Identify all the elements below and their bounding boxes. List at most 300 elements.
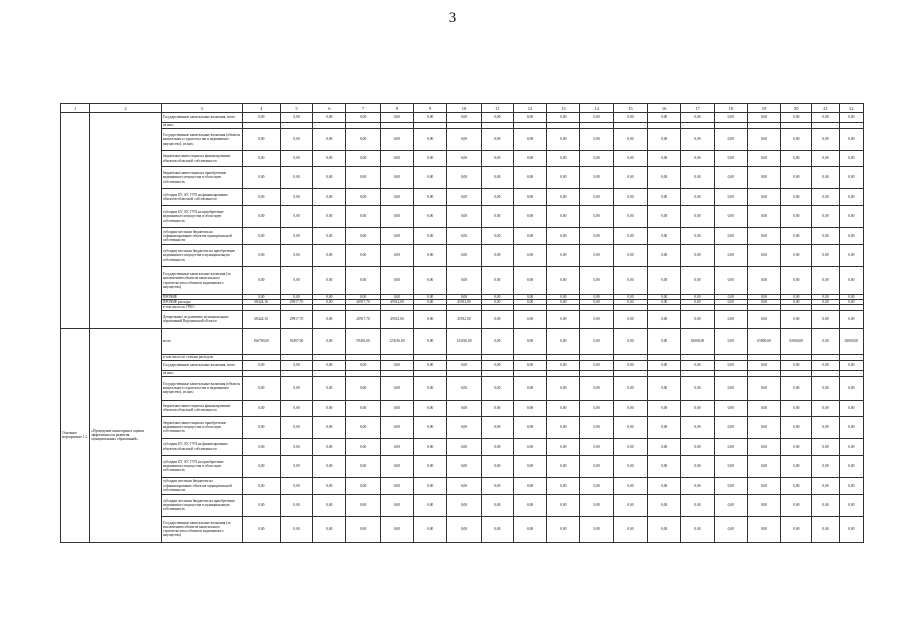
- value-cell: 0,00: [513, 455, 546, 477]
- value-cell: 0,00: [242, 206, 280, 228]
- value-cell: 0,00: [580, 295, 613, 300]
- value-cell: 0,00: [380, 245, 413, 267]
- value-cell: 29917,70: [280, 310, 312, 328]
- row-description: бюджетные инвестиции на финансирование объектов областной собственности: [161, 400, 242, 416]
- value-cell: 0,00: [613, 167, 647, 189]
- value-cell: 0,00: [648, 228, 681, 245]
- value-cell: 69424,10: [242, 300, 280, 305]
- value-cell: 0,00: [580, 151, 613, 167]
- value-cell: 0,00: [513, 360, 546, 370]
- value-cell: 0,00: [613, 455, 647, 477]
- value-cell: 0,00: [714, 206, 747, 228]
- value-cell: 0,00: [613, 310, 647, 328]
- value-cell: 0,00: [839, 167, 863, 189]
- value-cell: 0,00: [812, 228, 839, 245]
- value-cell: 0,00: [447, 113, 481, 123]
- value-cell: 0,00: [414, 455, 447, 477]
- value-cell: 0,00: [513, 328, 546, 354]
- header-cell: 13: [547, 104, 580, 113]
- value-cell: 0,00: [481, 189, 513, 206]
- value-cell: 0,00: [346, 245, 380, 267]
- table-row: [61, 360, 864, 370]
- value-cell: 0,00: [380, 400, 413, 416]
- value-cell: 0,00: [346, 206, 380, 228]
- value-cell: 0,00: [380, 438, 413, 455]
- value-cell: 0,00: [414, 400, 447, 416]
- value-cell: 0,00: [242, 267, 280, 295]
- value-cell: 0,00: [380, 129, 413, 151]
- value-cell: 0,00: [313, 376, 346, 400]
- value-cell: 0,00: [414, 477, 447, 494]
- value-cell: 0,00: [481, 129, 513, 151]
- value-cell: 0,00: [280, 376, 312, 400]
- value-cell: 0,00: [547, 295, 580, 300]
- row-description: из них:: [161, 370, 242, 376]
- value-cell: 0,00: [346, 113, 380, 123]
- value-cell: 0,00: [447, 438, 481, 455]
- value-cell: 0,00: [346, 267, 380, 295]
- value-cell: 0,00: [648, 438, 681, 455]
- value-cell: 0,00: [580, 245, 613, 267]
- value-cell: 0,00: [280, 416, 312, 438]
- value-cell: 0,00: [648, 129, 681, 151]
- value-cell: 0,00: [380, 494, 413, 516]
- value-cell: 0,00: [547, 228, 580, 245]
- section-a-empty: [61, 113, 90, 329]
- value-cell: 0,00: [513, 245, 546, 267]
- value-cell: 0,00: [714, 245, 747, 267]
- activity-code-line: мероприятие 1.2: [62, 435, 88, 440]
- value-cell: 0,00: [481, 455, 513, 477]
- value-cell: 0,00: [414, 245, 447, 267]
- budget-table: [60, 103, 864, 543]
- header-cell: 3: [161, 104, 242, 113]
- value-cell: 0,00: [839, 455, 863, 477]
- value-cell: 0,00: [481, 400, 513, 416]
- value-cell: 0,00: [714, 310, 747, 328]
- row-description: ПРОЧИЕ: [161, 295, 242, 300]
- value-cell: 0,00: [481, 151, 513, 167]
- value-cell: 0,00: [812, 189, 839, 206]
- value-cell: 0,00: [648, 494, 681, 516]
- value-cell: 0,00: [648, 206, 681, 228]
- value-cell: 0,00: [346, 400, 380, 416]
- table-row: [61, 267, 864, 295]
- value-cell: 0,00: [280, 228, 312, 245]
- value-cell: 0,00: [313, 416, 346, 438]
- value-cell: 0,00: [580, 300, 613, 305]
- table-row: [61, 438, 864, 455]
- row-description: субсидии местным бюджетам на приобретение недвижимого имущества в муниципальную собственность: [161, 494, 242, 516]
- value-cell: 0,00: [812, 416, 839, 438]
- value-cell: 0,00: [613, 151, 647, 167]
- value-cell: 0,00: [648, 416, 681, 438]
- value-cell: 0,00: [812, 494, 839, 516]
- value-cell: 0,00: [613, 228, 647, 245]
- value-cell: 0,00: [812, 376, 839, 400]
- activity-title-cell: [90, 328, 162, 542]
- value-cell: 0,00: [648, 267, 681, 295]
- value-cell: 0,00: [681, 494, 714, 516]
- value-cell: 0,00: [346, 295, 380, 300]
- value-cell: 0,00: [313, 400, 346, 416]
- table-row: [61, 167, 864, 189]
- value-cell: 0,00: [513, 477, 546, 494]
- value-cell: 0,00: [380, 267, 413, 295]
- value-cell: 0,00: [747, 416, 780, 438]
- value-cell: 0,00: [414, 516, 447, 542]
- header-cell: 8: [380, 104, 413, 113]
- header-cell: 17: [681, 104, 714, 113]
- value-cell: 0,00: [280, 206, 312, 228]
- value-cell: 0,00: [714, 129, 747, 151]
- row-description: Государственные капитальные вложения (за исключением объектов капитального строительства и объектов недвижимого имущества): [161, 516, 242, 542]
- value-cell: 0,00: [812, 310, 839, 328]
- value-cell: 0,00: [839, 189, 863, 206]
- value-cell: 0,00: [242, 295, 280, 300]
- value-cell: 0,00: [513, 151, 546, 167]
- value-cell: 0,00: [781, 360, 812, 370]
- value-cell: 0,00: [681, 151, 714, 167]
- value-cell: 0,00: [481, 477, 513, 494]
- header-cell: 11: [481, 104, 513, 113]
- value-cell: 0,00: [242, 516, 280, 542]
- value-cell: 0,00: [313, 328, 346, 354]
- table-row: [61, 228, 864, 245]
- value-cell: 0,00: [346, 477, 380, 494]
- header-row: [61, 104, 864, 113]
- value-cell: 0,00: [280, 477, 312, 494]
- value-cell: 0,00: [346, 376, 380, 400]
- value-cell: 0,00: [313, 300, 346, 305]
- value-cell: 0,00: [513, 376, 546, 400]
- table-row: [61, 516, 864, 542]
- value-cell: 0,00: [648, 328, 681, 354]
- value-cell: 0,00: [414, 129, 447, 151]
- value-cell: 0,00: [839, 228, 863, 245]
- value-cell: 0,00: [681, 310, 714, 328]
- header-cell: 9: [414, 104, 447, 113]
- value-cell: 0,00: [242, 228, 280, 245]
- value-cell: 0,00: [547, 310, 580, 328]
- value-cell: 0,00: [648, 113, 681, 123]
- value-cell: 0,00: [346, 228, 380, 245]
- value-cell: 0,00: [648, 310, 681, 328]
- value-cell: 0,00: [447, 455, 481, 477]
- row-description: ПРОЧИЕ расходы: [161, 300, 242, 305]
- value-cell: 0,00: [714, 494, 747, 516]
- value-cell: 0,00: [346, 167, 380, 189]
- value-cell: 0,00: [547, 206, 580, 228]
- value-cell: 0,00: [380, 360, 413, 370]
- activity-code-cell: [61, 328, 90, 542]
- value-cell: 0,00: [839, 477, 863, 494]
- value-cell: 0,00: [613, 516, 647, 542]
- value-cell: 45912,00: [447, 300, 481, 305]
- value-cell: 0,00: [747, 295, 780, 300]
- value-cell: 0,00: [681, 129, 714, 151]
- table-row: [61, 477, 864, 494]
- value-cell: 0,00: [747, 228, 780, 245]
- value-cell: 0,00: [242, 360, 280, 370]
- value-cell: 0,00: [681, 206, 714, 228]
- value-cell: 0,00: [414, 310, 447, 328]
- value-cell: 0,00: [812, 129, 839, 151]
- value-cell: 0,00: [747, 129, 780, 151]
- value-cell: 0,00: [839, 516, 863, 542]
- header-cell: 14: [580, 104, 613, 113]
- value-cell: 0,00: [313, 455, 346, 477]
- value-cell: 0,00: [447, 516, 481, 542]
- value-cell: 0,00: [380, 189, 413, 206]
- header-cell: 15: [613, 104, 647, 113]
- row-description: Департамент по развитию муниципальных образований Воронежской области: [161, 310, 242, 328]
- value-cell: 0,00: [580, 416, 613, 438]
- value-cell: 0,00: [547, 300, 580, 305]
- value-cell: 0,00: [380, 228, 413, 245]
- value-cell: 0,00: [414, 376, 447, 400]
- value-cell: 0,00: [714, 167, 747, 189]
- row-description: в том числе по ГРБС:: [161, 305, 242, 310]
- value-cell: 0,00: [447, 245, 481, 267]
- value-cell: 0,00: [781, 295, 812, 300]
- value-cell: 0,00: [714, 376, 747, 400]
- value-cell: 0,00: [242, 416, 280, 438]
- value-cell: 0,00: [346, 416, 380, 438]
- value-cell: 0,00: [380, 416, 413, 438]
- header-cell: 7: [346, 104, 380, 113]
- value-cell: 0,00: [280, 400, 312, 416]
- value-cell: 0,00: [714, 438, 747, 455]
- value-cell: 0,00: [242, 113, 280, 123]
- value-cell: 0,00: [513, 228, 546, 245]
- value-cell: 0,00: [481, 167, 513, 189]
- value-cell: 0,00: [839, 400, 863, 416]
- activity-title-line: «Проведение мониторинга оценки: [91, 428, 144, 433]
- value-cell: 0,00: [414, 228, 447, 245]
- value-cell: 0,00: [613, 360, 647, 370]
- table-row: [61, 245, 864, 267]
- value-cell: 0,00: [781, 189, 812, 206]
- value-cell: 0,00: [747, 494, 780, 516]
- row-description: бюджетные инвестиции на финансирование объектов областной собственности: [161, 151, 242, 167]
- value-cell: 0,00: [714, 300, 747, 305]
- row-description: субсидии БУ, АУ, ГУП на финансирование объектов областной собственности: [161, 438, 242, 455]
- row-description: Государственные капитальные вложения (за исключением объектов капитального строительства и объектов недвижимого имущества): [161, 267, 242, 295]
- table-row: [61, 310, 864, 328]
- value-cell: 29917,70: [280, 300, 312, 305]
- value-cell: 0,00: [781, 129, 812, 151]
- value-cell: 0,00: [346, 455, 380, 477]
- value-cell: 0,00: [648, 360, 681, 370]
- value-cell: 0,00: [242, 129, 280, 151]
- value-cell: 0,00: [747, 206, 780, 228]
- budget-table-sheet: [60, 103, 864, 607]
- value-cell: 0,00: [781, 477, 812, 494]
- value-cell: 0,00: [513, 113, 546, 123]
- value-cell: 0,00: [547, 516, 580, 542]
- value-cell: 0,00: [280, 189, 312, 206]
- value-cell: 0,00: [580, 328, 613, 354]
- value-cell: 0,00: [346, 189, 380, 206]
- value-cell: 0,00: [242, 151, 280, 167]
- value-cell: 0,00: [747, 438, 780, 455]
- value-cell: 0,00: [313, 438, 346, 455]
- value-cell: 0,00: [481, 267, 513, 295]
- value-cell: 0,00: [613, 295, 647, 300]
- value-cell: 0,00: [747, 360, 780, 370]
- value-cell: 0,00: [380, 113, 413, 123]
- value-cell: 0,00: [414, 267, 447, 295]
- value-cell: 0,00: [313, 129, 346, 151]
- row-description: бюджетные инвестиции на приобретение недвижимого имущества в областную собственность: [161, 416, 242, 438]
- activity-code-line: Основное: [62, 430, 77, 435]
- value-cell: 0,00: [613, 400, 647, 416]
- table-row: [61, 189, 864, 206]
- value-cell: 0,00: [747, 167, 780, 189]
- value-cell: 0,00: [747, 245, 780, 267]
- value-cell: 0,00: [839, 360, 863, 370]
- row-description: Государственные капитальные вложения (объекты капитального строительства и недвижимое имущество), из них:: [161, 129, 242, 151]
- value-cell: 0,00: [580, 189, 613, 206]
- header-cell: 2: [90, 104, 162, 113]
- value-cell: 0,00: [313, 151, 346, 167]
- value-cell: 0,00: [781, 300, 812, 305]
- value-cell: 0,00: [580, 310, 613, 328]
- value-cell: 0,00: [839, 245, 863, 267]
- value-cell: 0,00: [280, 360, 312, 370]
- row-description: Государственные капитальные вложения (объекты капитального строительства и недвижимое имущество), из них:: [161, 376, 242, 400]
- value-cell: 0,00: [313, 477, 346, 494]
- value-cell: 0,00: [714, 360, 747, 370]
- value-cell: 0,00: [414, 494, 447, 516]
- row-description: субсидии БУ, АУ, ГУП на приобретение недвижимого имущества в областную собственность: [161, 455, 242, 477]
- value-cell: 0,00: [613, 376, 647, 400]
- value-cell: 0,00: [481, 328, 513, 354]
- value-cell: 0,00: [648, 300, 681, 305]
- value-cell: 0,00: [414, 295, 447, 300]
- header-cell: 5: [280, 104, 312, 113]
- value-cell: 0,00: [547, 167, 580, 189]
- value-cell: 0,00: [580, 228, 613, 245]
- row-description: в том числе по статьям расходов:: [161, 354, 242, 360]
- value-cell: 0,00: [280, 113, 312, 123]
- value-cell: 0,00: [547, 494, 580, 516]
- value-cell: 0,00: [613, 189, 647, 206]
- value-cell: 20917,70: [346, 310, 380, 328]
- value-cell: 0,00: [346, 129, 380, 151]
- value-cell: 0,00: [547, 113, 580, 123]
- value-cell: 0,00: [513, 300, 546, 305]
- value-cell: 0,00: [481, 416, 513, 438]
- value-cell: 0,00: [580, 400, 613, 416]
- value-cell: 0,00: [613, 328, 647, 354]
- value-cell: 0,00: [346, 516, 380, 542]
- value-cell: 0,00: [781, 167, 812, 189]
- value-cell: 0,00: [547, 129, 580, 151]
- value-cell: 0,00: [481, 300, 513, 305]
- value-cell: 0,00: [839, 113, 863, 123]
- value-cell: 0,00: [242, 376, 280, 400]
- value-cell: 0,00: [547, 360, 580, 370]
- value-cell: 0,00: [781, 245, 812, 267]
- value-cell: 0,00: [414, 416, 447, 438]
- value-cell: 0,00: [812, 438, 839, 455]
- value-cell: 0,00: [313, 113, 346, 123]
- value-cell: 0,00: [812, 295, 839, 300]
- table-row: [61, 113, 864, 123]
- row-description: Государственные капитальные вложения, всего: [161, 360, 242, 370]
- value-cell: 0,00: [839, 438, 863, 455]
- value-cell: 0,00: [839, 151, 863, 167]
- value-cell: 0,00: [648, 455, 681, 477]
- activity-title-line: эффективности развития: [91, 433, 130, 437]
- value-cell: 0,00: [481, 206, 513, 228]
- value-cell: 69424,10: [242, 310, 280, 328]
- header-cell: 12: [513, 104, 546, 113]
- value-cell: 0,00: [681, 376, 714, 400]
- value-cell: 0,00: [513, 310, 546, 328]
- value-cell: 0,00: [812, 360, 839, 370]
- value-cell: 0,00: [280, 516, 312, 542]
- value-cell: 0,00: [648, 167, 681, 189]
- header-cell: 1: [61, 104, 90, 113]
- value-cell: 0,00: [812, 300, 839, 305]
- value-cell: 0,00: [747, 400, 780, 416]
- value-cell: 0,00: [313, 206, 346, 228]
- value-cell: 0,00: [313, 494, 346, 516]
- value-cell: 0,00: [447, 376, 481, 400]
- value-cell: 0,00: [781, 494, 812, 516]
- value-cell: 0,00: [580, 267, 613, 295]
- value-cell: 0,00: [714, 328, 747, 354]
- value-cell: 0,00: [781, 267, 812, 295]
- value-cell: 0,00: [513, 167, 546, 189]
- value-cell: 0,00: [648, 516, 681, 542]
- value-cell: 95497,00: [280, 328, 312, 354]
- value-cell: 0,00: [681, 228, 714, 245]
- value-cell: 0,00: [346, 151, 380, 167]
- value-cell: 0,00: [781, 455, 812, 477]
- value-cell: 0,00: [613, 129, 647, 151]
- value-cell: 0,00: [839, 267, 863, 295]
- value-cell: 0,00: [380, 206, 413, 228]
- value-cell: 0,00: [839, 494, 863, 516]
- header-cell: 22: [839, 104, 863, 113]
- value-cell: 0,00: [547, 189, 580, 206]
- value-cell: 0,00: [242, 477, 280, 494]
- value-cell: 0,00: [747, 300, 780, 305]
- value-cell: 0,00: [747, 455, 780, 477]
- value-cell: 0,00: [346, 438, 380, 455]
- value-cell: 0,00: [242, 167, 280, 189]
- value-cell: 0,00: [714, 400, 747, 416]
- value-cell: 0,00: [681, 189, 714, 206]
- value-cell: 0,00: [812, 167, 839, 189]
- value-cell: 0,00: [242, 494, 280, 516]
- row-description: всего: [161, 328, 242, 354]
- value-cell: 0,00: [513, 206, 546, 228]
- value-cell: 0,00: [681, 267, 714, 295]
- value-cell: 0,00: [714, 267, 747, 295]
- value-cell: 65000,00: [781, 328, 812, 354]
- value-cell: 0,00: [580, 516, 613, 542]
- value-cell: 0,00: [812, 516, 839, 542]
- value-cell: 0,00: [613, 245, 647, 267]
- value-cell: 0,00: [447, 206, 481, 228]
- value-cell: 0,00: [547, 328, 580, 354]
- value-cell: 0,00: [380, 167, 413, 189]
